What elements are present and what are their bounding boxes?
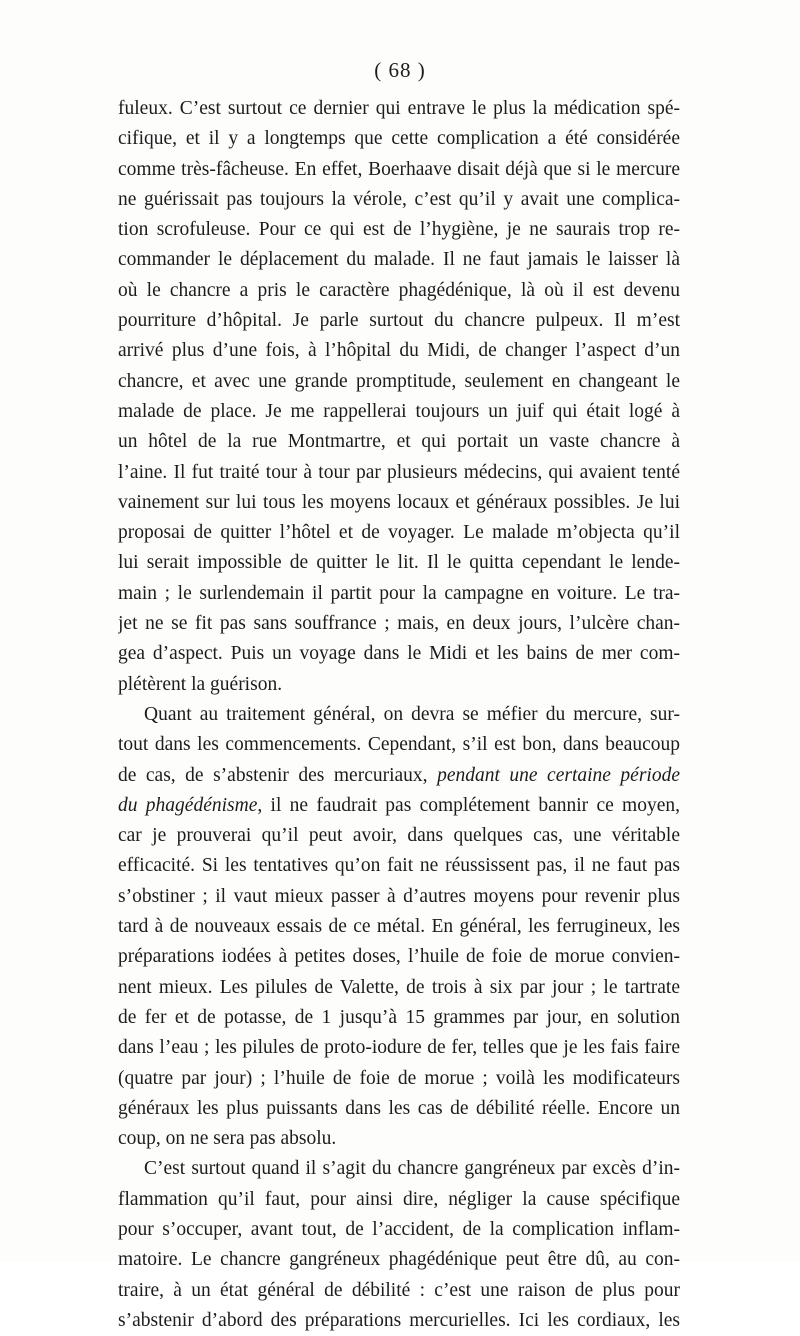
text-line: proposai de quitter l’hôtel et de voyager. Le malade m’objecta qu’il [118,522,680,544]
text-line: matoire. Le chancre gangréneux phagédénique peut être dû, au con- [118,1249,680,1271]
italic-phrase: du phagédénisme [118,794,258,816]
text-line: s’obstiner ; il vaut mieux passer à d’autres moyens pour revenir plus [118,885,680,907]
italic-phrase: pendant une certaine période [437,764,680,786]
text-line: plétèrent la guérison. [118,673,283,695]
text-line: commander le déplacement du malade. Il ne faut jamais le laisser là [118,249,680,271]
text-line: l’aine. Il fut traité tour à tour par plusieurs médecins, qui avaient tenté [118,461,680,483]
text-line: main ; le surlendemain il partit pour la campagne en voiture. Le tra- [118,582,680,604]
body-text [118,94,680,1336]
text-line: coup, on ne sera pas absolu. [118,1128,337,1150]
text-line: jet ne se fit pas sans souffrance ; mais, en deux jours, l’ulcère chan- [118,613,680,635]
text-line: chancre, et avec une grande promptitude, seulement en changeant le [118,370,680,392]
text-line: malade de place. Je me rappellerai toujours un juif qui était logé à [118,400,680,422]
text-line: ne guérissait pas toujours la vérole, c’est qu’il y avait une complica- [118,188,680,210]
text-line: car je prouverai qu’il peut avoir, dans quelques cas, une véritable [118,825,680,847]
text-line: efficacité. Si les tentatives qu’on fait ne réussissent pas, il ne faut pas [118,855,680,877]
text-line: Quant au traitement général, on devra se méfier du mercure, sur- [144,703,680,725]
text-line: traire, à un état général de débilité : c’est une raison de plus pour [118,1279,680,1301]
text-line: un hôtel de la rue Montmartre, et qui portait un vaste chancre à [118,431,680,453]
text-line: où le chancre a pris le caractère phagédénique, là où il est devenu [118,279,680,301]
text-line: vainement sur lui tous les moyens locaux et généraux possibles. Je lui [118,491,680,513]
text-line: tout dans les commencements. Cependant, s’il est bon, dans beaucoup [118,734,680,756]
text-line: (quatre par jour) ; l’huile de foie de morue ; voilà les modificateurs [118,1067,680,1089]
text-segment: de cas, de s’abstenir des mercuriaux, [118,764,438,786]
text-line: de fer et de potasse, de 1 jusqu’à 15 grammes par jour, en solution [118,1006,680,1028]
text-line: cifique, et il y a longtemps que cette complication a été considérée [118,128,680,150]
text-line: pourriture d’hôpital. Je parle surtout du chancre pulpeux. Il m’est [118,310,680,332]
text-line: pour s’occuper, avant tout, de l’accident, de la complication inflam- [118,1218,680,1240]
text-line: gea d’aspect. Puis un voyage dans le Midi et les bains de mer com- [118,643,680,665]
text-segment: , il ne faudrait pas complétement bannir ce moyen, [257,794,680,816]
text-line: généraux les plus puissants dans les cas de débilité réelle. Encore un [118,1097,680,1119]
text-line: arrivé plus d’une fois, à l’hôpital du Midi, de changer l’aspect d’un [118,340,680,362]
text-line: tard à de nouveaux essais de ce métal. En général, les ferrugineux, les [118,916,680,938]
text-line: dans l’eau ; les pilules de proto-iodure de fer, telles que je les fais faire [118,1037,680,1059]
text-line: fuleux. C’est surtout ce dernier qui entrave le plus la médication spé- [118,98,680,119]
text-line: comme très-fâcheuse. En effet, Boerhaave disait déjà que si le mercure [118,158,680,180]
text-line [118,761,680,791]
text-line: lui serait impossible de quitter le lit. Il le quitta cependant le lende- [118,552,680,574]
text-line: C’est surtout quand il s’agit du chancre gangréneux par excès d’in- [144,1158,680,1180]
text-line: tion scrofuleuse. Pour ce qui est de l’hygiène, je ne saurais trop re- [118,219,680,241]
text-line: s’abstenir d’abord des préparations mercurielles. Ici les cordiaux, les [118,1309,680,1331]
text-line [118,791,680,821]
text-line: nent mieux. Les pilules de Valette, de trois à six par jour ; le tartrate [118,976,680,998]
text-line: préparations iodées à petites doses, l’huile de foie de morue convien- [118,946,680,968]
page-number: ( 68 ) [374,58,426,82]
text-line: flammation qu’il faut, pour ainsi dire, négliger la cause spécifique [118,1188,680,1210]
